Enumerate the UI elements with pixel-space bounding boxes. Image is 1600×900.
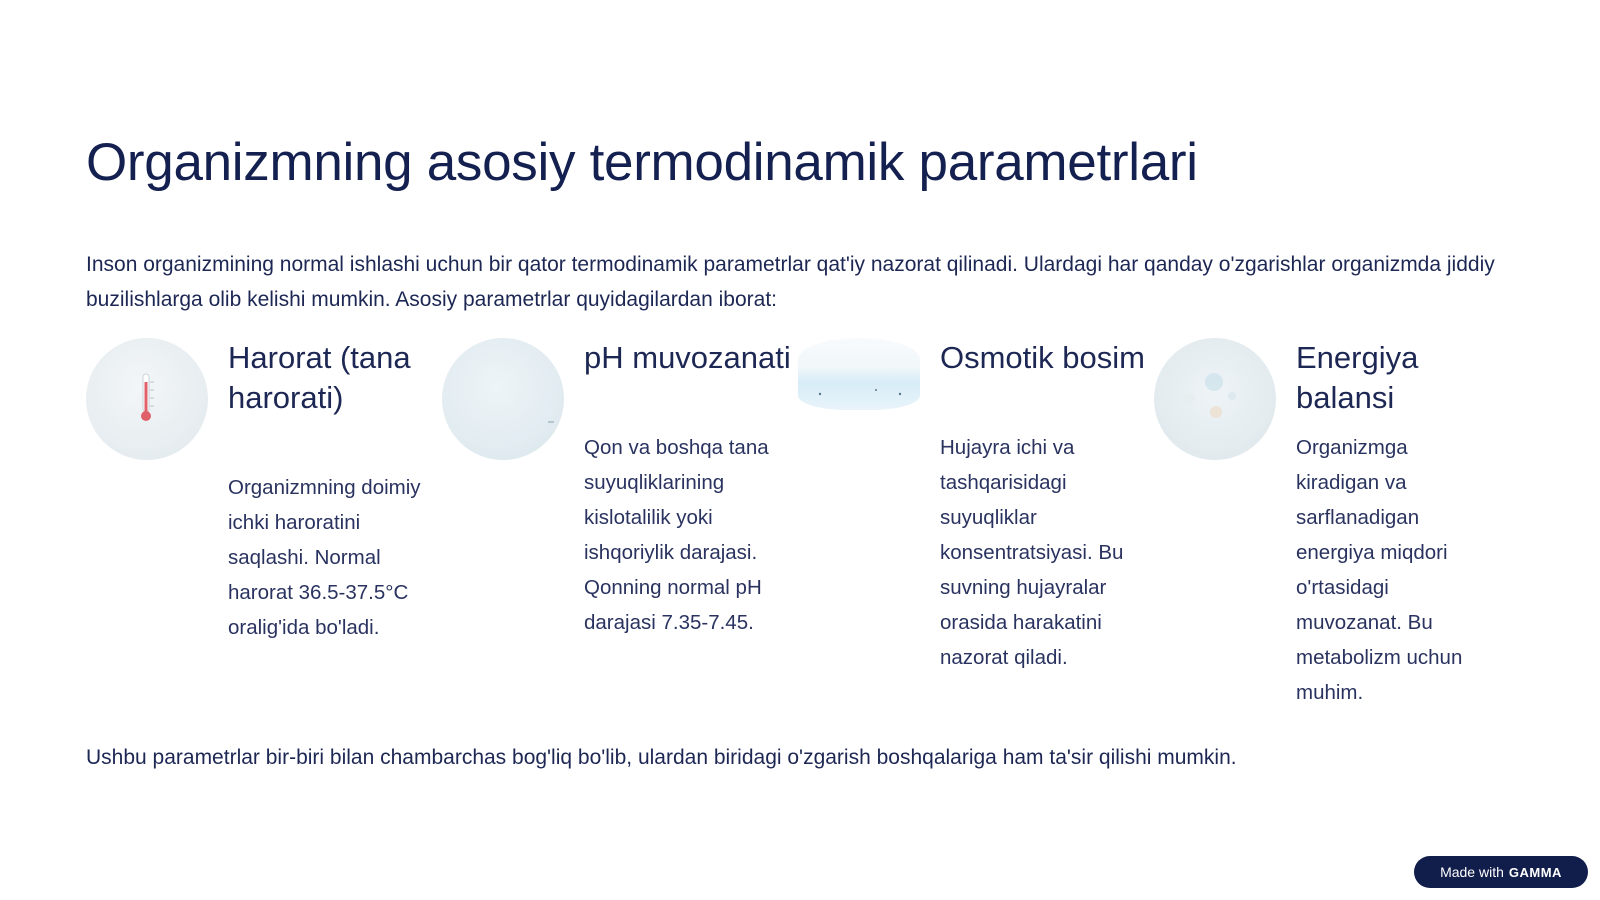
water-cell-icon [798,338,920,410]
slide-title: Organizmning asosiy termodinamik parametrlari [86,133,1198,192]
card-description: Qon va boshqa tana suyuqliklarining kislotalilik yoki ishqoriylik darajasi. Qonning normal pH darajasi 7.35-7.45. [584,436,769,634]
card-ph [442,338,798,718]
card-description: Organizmning doimiy ichki haroratini saqlashi. Normal harorat 36.5-37.5°C oralig'ida bo'ladi. [228,476,421,639]
intro-paragraph: Inson organizmining normal ishlashi uchun bir qator termodinamik parametrlar qat'iy nazorat qilinadi. Ulardagi har qanday o'zgarishlar organizmda jiddiy buzilishlarga olib kelishi mumkin. Asosiy parametrlar quyidagilardan iborat: [86,253,1495,311]
card-osmotic [798,338,1154,718]
card-heading: pH muvozanati [584,340,791,375]
card-energy [1154,338,1510,718]
gamma-logo: GAMMA [1508,864,1562,880]
card-temperature [86,338,442,718]
card-heading: Energiya balansi [1296,340,1419,415]
card-description: Hujayra ichi va tashqarisidagi suyuqliklar konsentratsiyasi. Bu suvning hujayralar orasida harakatini nazorat qiladi. [940,436,1124,669]
card-description: Organizmga kiradigan va sarflanadigan energiya miqdori o'rtasidagi muvozanat. Bu metabolizm uchun muhim. [1296,436,1463,704]
outro-paragraph: Ushbu parametrlar bir-biri bilan chambarchas bog'liq bo'lib, ulardan biridagi o'zgarish boshqalariga ham ta'sir qilishi mumkin. [86,746,1237,769]
card-heading: Harorat (tana harorati) [228,340,411,415]
made-with-gamma-badge[interactable] [1414,856,1588,888]
badge-prefix: Made with [1440,864,1504,880]
energy-molecule-icon [1154,338,1276,460]
thermometer-icon [86,338,208,460]
card-heading: Osmotik bosim [940,340,1145,375]
parameter-cards [86,338,1546,718]
ph-drop-icon [442,338,564,460]
